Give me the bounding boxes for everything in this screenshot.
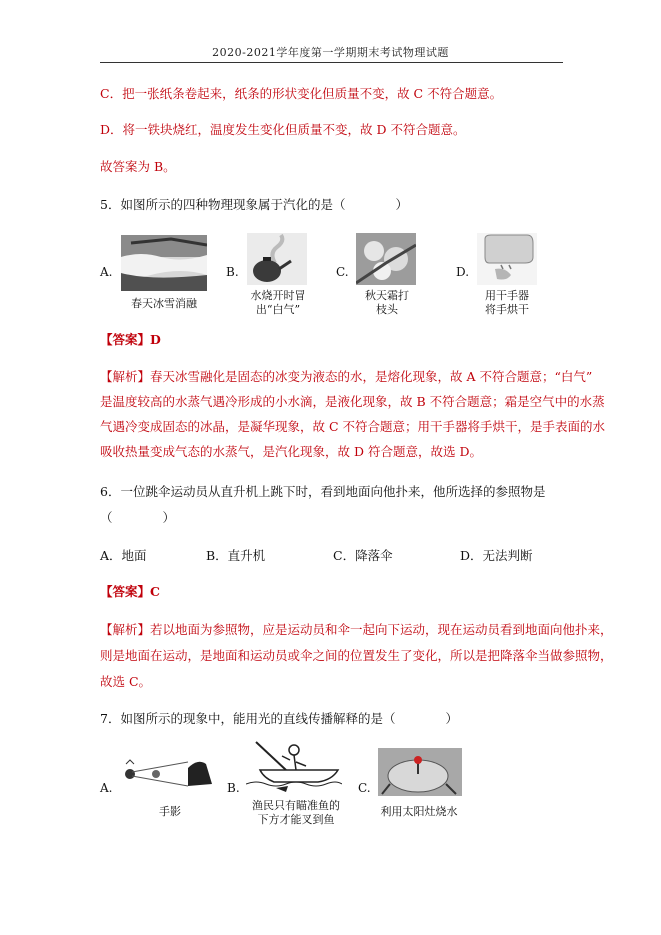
q6-stem-blank: （ ） [100,510,176,525]
q6-option-a: A．地面 [100,548,147,563]
q5-stem: 5．如图所示的四种物理现象属于汽化的是（ ） [100,197,408,212]
q6-analysis-line-3: 故选 C。 [100,674,152,689]
q5-option-d-image-hand-dryer [477,233,537,285]
q7-option-b-caption-line2: 下方才能叉到鱼 [257,813,335,826]
q5-option-b-image-kettle-steam [247,233,307,285]
q5-option-d-letter: D. [456,265,470,279]
q5-option-a-image-snow-melting [121,235,207,291]
prev-line-d: D．将一铁块烧红，温度发生变化但质量不变，故 D 不符合题意。 [100,122,466,137]
q7-option-c-image-solar-cooker [378,748,462,796]
q6-option-d: D．无法判断 [460,548,533,563]
q6-analysis-line-1: 【解析】若以地面为参照物，应是运动员和伞一起向下运动，现在运动员看到地面向他扑来， [100,622,613,637]
page-header: 2020-2021学年度第一学期期末考试物理试题 [212,46,449,59]
q5-answer: 【答案】D [100,332,161,347]
q7-stem: 7．如图所示的现象中，能用光的直线传播解释的是（ ） [100,711,458,726]
q6-analysis-line-2: 则是地面在运动，是地面和运动员或伞之间的位置发生了变化，所以是把降落伞当做参照物， [100,648,613,663]
header-rule [100,62,563,63]
q7-option-a-image-hand-shadow [118,754,214,790]
q7-option-b-image-fisherman-boat [246,740,342,794]
q7-option-c-caption: 利用太阳灶烧水 [380,805,458,818]
q5-option-d-caption-line1: 用干手器 [485,289,529,302]
q5-analysis-line-4: 吸收热量变成气态的水蒸气，是汽化现象，故 D 符合题意，故选 D。 [100,444,482,459]
q5-option-a-caption: 春天冰雪消融 [131,297,197,310]
q5-option-b-caption-line2: 出“白气” [255,303,301,316]
prev-conclusion: 故答案为 B。 [100,159,176,174]
q7-option-b-caption-line1: 渔民只有瞄准鱼的 [252,799,340,812]
q5-option-b-caption-line1: 水烧开时冒 [250,289,306,302]
q5-analysis-line-2: 是温度较高的水蒸气遇冷形成的小水滴，是液化现象，故 B 不符合题意；霜是空气中的水蒸 [100,394,605,409]
q7-option-a-caption: 手影 [159,805,181,818]
q5-option-c-caption-line1: 秋天霜打 [365,289,409,302]
prev-line-c: C．把一张纸条卷起来，纸条的形状变化但质量不变，故 C 不符合题意。 [100,86,503,101]
q5-option-c-caption-line2: 枝头 [376,303,398,316]
q5-option-c-image-frost-branch [356,233,416,285]
q6-option-b: B．直升机 [206,548,266,563]
q6-option-c: C．降落伞 [333,548,393,563]
q7-option-a-letter: A. [100,781,113,795]
q5-analysis-line-1: 【解析】春天冰雪融化是固态的冰变为液态的水，是熔化现象，故 A 不符合题意；“白气” [100,369,593,384]
q6-stem: 6．一位跳伞运动员从直升机上跳下时，看到地面向他扑来，他所选择的参照物是 [100,484,546,499]
q5-option-d-caption-line2: 将手烘干 [485,303,529,316]
q5-option-c-letter: C. [336,265,349,279]
q5-option-a-letter: A. [100,265,113,279]
q7-option-c-letter: C. [358,781,371,795]
q5-analysis-line-3: 气遇冷变成固态的冰晶，是凝华现象，故 C 不符合题意；用干手器将手烘干，是手表面的水 [100,419,606,434]
q6-answer: 【答案】C [100,584,160,599]
q5-option-b-letter: B. [226,265,239,279]
q7-option-b-letter: B. [227,781,240,795]
